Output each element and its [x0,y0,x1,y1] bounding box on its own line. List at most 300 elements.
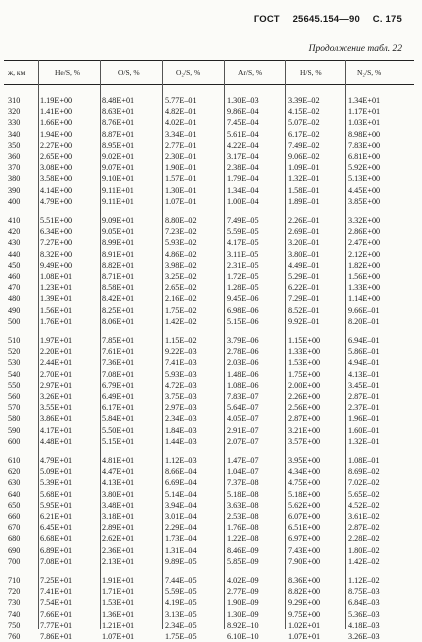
value-cell: 3.95E+00 [288,456,321,465]
table-row [0,391,422,402]
value-cell: 2.34E–05 [165,620,197,630]
value-cell: 5.68E+01 [40,489,73,499]
value-cell: 5.92E+00 [348,163,381,173]
value-cell: 1.30E–01 [165,185,197,195]
table-row [0,500,422,511]
table-row [0,293,422,304]
altitude-cell: 720 [8,587,21,597]
value-cell: 1.34E+01 [348,96,381,105]
value-cell: 9.86E–04 [227,107,259,117]
value-cell: 9.29E+00 [288,598,321,608]
value-cell: 6.22E–01 [288,283,320,293]
value-cell: 1.47E–07 [227,456,259,465]
value-cell: 1.03E+01 [348,118,381,128]
value-cell: 7.27E+00 [40,238,73,248]
altitude-cell: 380 [8,174,21,184]
value-cell: 1.15E–02 [165,336,197,345]
value-cell: 1.56E+00 [348,272,381,281]
table-continuation-caption: Продолжение табл. 22 [308,44,402,54]
value-cell: 6.49E+01 [102,392,135,401]
table-row [0,402,422,413]
value-cell: 7.54E+01 [40,598,73,608]
value-cell: 3.17E–04 [227,152,259,161]
value-cell: 8.63E+01 [102,107,135,117]
altitude-cell: 650 [8,500,21,510]
value-cell: 1.07E+01 [288,632,321,641]
value-cell: 8.32E+00 [40,249,73,259]
value-cell: 1.72E–05 [227,272,259,281]
value-cell: 3.79E–06 [227,336,259,345]
value-cell: 1.90E–09 [227,598,259,608]
value-cell: 7.90E+00 [288,556,321,566]
value-cell: 3.32E+00 [348,216,381,225]
value-cell: 1.07E+01 [102,632,135,641]
value-cell: 1.30E–03 [227,96,259,105]
table-row [0,380,422,391]
value-cell: 2.20E+01 [40,347,73,357]
value-cell: 7.83E–07 [227,392,259,401]
value-cell: 2.16E–02 [165,294,197,304]
value-cell: 1.08E–01 [348,456,380,465]
value-cell: 9.09E+01 [102,216,135,225]
value-cell: 3.63E–08 [227,500,259,510]
value-cell: 8.25E+01 [102,305,135,315]
value-cell: 1.97E+01 [40,336,73,345]
table-row [0,282,422,293]
altitude-cell: 540 [8,369,21,379]
value-cell: 1.19E+00 [40,96,73,105]
value-cell: 8.99E+01 [102,238,135,248]
value-cell: 8.76E+01 [102,118,135,128]
table-row [0,575,422,586]
value-cell: 8.48E+01 [102,96,135,105]
value-cell: 5.86E–01 [348,347,380,357]
value-cell: 5.50E+01 [102,425,135,435]
table-row [0,151,422,162]
value-cell: 4.02E–01 [165,118,197,128]
value-cell: 3.48E+01 [102,500,135,510]
value-cell: 1.41E+00 [40,107,73,117]
value-cell: 2.62E+01 [102,534,135,544]
value-cell: 7.23E–02 [165,227,197,237]
table-row [0,226,422,237]
value-cell: 8.71E+01 [102,272,135,281]
value-cell: 1.66E+00 [40,118,73,128]
value-cell: 1.23E+01 [40,283,73,293]
table-row [0,522,422,533]
value-cell: 1.53E+01 [102,598,135,608]
table-row [0,455,422,466]
value-cell: 1.75E+00 [288,369,321,379]
altitude-cell: 410 [8,216,21,225]
value-cell: 1.53E+00 [288,358,321,368]
altitude-cell: 330 [8,118,21,128]
column-header: H/S, % [300,68,322,77]
altitude-cell: 700 [8,556,21,566]
value-cell: 5.59E–05 [165,587,197,597]
value-cell: 7.36E+01 [102,358,135,368]
value-cell: 2.86E+00 [348,227,381,237]
table-row [0,196,422,207]
value-cell: 5.64E–07 [227,403,259,413]
value-cell: 8.75E–03 [348,587,380,597]
value-cell: 1.39E+01 [40,294,73,304]
altitude-cell: 310 [8,96,21,105]
value-cell: 2.26E–01 [288,216,320,225]
value-cell: 2.77E–09 [227,587,259,597]
table-row [0,271,422,282]
value-cell: 7.61E+01 [102,347,135,357]
table-row [0,425,422,436]
value-cell: 7.25E+01 [40,576,73,585]
value-cell: 8.98E+00 [348,129,381,139]
value-cell: 2.34E–03 [165,414,197,424]
value-cell: 8.82E+00 [288,587,321,597]
value-cell: 2.65E–02 [165,283,197,293]
altitude-cell: 400 [8,196,21,206]
table-row [0,477,422,488]
altitude-cell: 460 [8,272,21,281]
table-row [0,185,422,196]
altitude-cell: 510 [8,336,21,345]
value-cell: 9.05E+01 [102,227,135,237]
value-cell: 9.49E+00 [40,260,73,270]
value-cell: 1.84E–03 [165,425,197,435]
value-cell: 9.06E–02 [288,152,320,161]
value-cell: 1.96E–01 [348,414,380,424]
value-cell: 1.79E–04 [227,174,259,184]
altitude-cell: 430 [8,238,21,248]
value-cell: 3.45E–01 [348,380,380,390]
value-cell: 5.07E–02 [288,118,320,128]
value-cell: 2.53E–08 [227,512,259,521]
value-cell: 8.82E+01 [102,260,135,270]
value-cell: 9.11E+01 [102,196,134,206]
value-cell: 1.90E–01 [165,163,197,173]
table-row [0,511,422,522]
table-row [0,129,422,140]
value-cell: 1.12E–03 [165,456,197,465]
value-cell: 5.62E+00 [288,500,321,510]
value-cell: 8.87E+01 [102,129,135,139]
value-cell: 4.13E–01 [348,369,380,379]
value-cell: 1.04E–07 [227,467,259,477]
value-cell: 5.13E+00 [348,174,381,184]
value-cell: 1.48E–06 [227,369,259,379]
value-cell: 2.89E+01 [102,523,135,533]
table-row [0,237,422,248]
value-cell: 1.71E+01 [102,587,135,597]
value-cell: 2.78E–06 [227,347,259,357]
value-cell: 7.08E+01 [102,369,135,379]
value-cell: 6.10E–10 [227,632,259,641]
value-cell: 2.77E–01 [165,140,197,150]
value-cell: 2.65E+00 [40,152,73,161]
value-cell: 2.07E–07 [227,436,259,446]
value-cell: 2.31E–05 [227,260,259,270]
value-cell: 5.93E–02 [165,238,197,248]
value-cell: 1.21E+01 [102,620,135,630]
value-cell: 3.01E–04 [165,512,197,521]
altitude-cell: 580 [8,414,21,424]
value-cell: 3.80E+01 [102,489,135,499]
header-page: С. 175 [372,14,402,25]
altitude-cell: 630 [8,478,21,488]
value-cell: 2.29E–04 [165,523,197,533]
table-row [0,620,422,631]
value-cell: 3.80E–01 [288,249,320,259]
value-cell: 1.58E–01 [288,185,320,195]
value-cell: 5.18E–08 [227,489,259,499]
column-header: O₂/S, % [176,68,201,77]
value-cell: 4.49E–01 [288,260,320,270]
value-cell: 1.82E+00 [348,260,381,270]
table-row [0,436,422,447]
value-cell: 2.13E+01 [102,556,135,566]
value-cell: 3.08E+00 [40,163,73,173]
altitude-cell: 760 [8,632,21,641]
value-cell: 3.94E–04 [165,500,197,510]
table-row [0,117,422,128]
value-cell: 7.41E–03 [165,358,197,368]
value-cell: 9.89E–05 [165,556,197,566]
value-cell: 6.07E+00 [288,512,321,521]
value-cell: 8.52E–01 [288,305,320,315]
value-cell: 2.97E–03 [165,403,197,413]
value-cell: 1.07E–01 [165,196,197,206]
table-row [0,466,422,477]
altitude-cell: 750 [8,620,21,630]
column-header: He/S, % [55,68,80,77]
value-cell: 7.85E+01 [102,336,135,345]
value-cell: 8.46E–09 [227,545,259,555]
altitude-cell: 610 [8,456,21,465]
altitude-cell: 670 [8,523,21,533]
value-cell: 5.77E–01 [165,96,197,105]
value-cell: 1.60E–01 [348,425,380,435]
altitude-cell: 490 [8,305,21,315]
value-cell: 3.25E–02 [165,272,197,281]
value-cell: 1.76E+01 [40,316,73,326]
table-row [0,489,422,500]
altitude-cell: 480 [8,294,21,304]
table-row [0,586,422,597]
value-cell: 5.39E+01 [40,478,73,488]
table-row [0,162,422,173]
value-cell: 3.58E+00 [40,174,73,184]
value-cell: 3.55E+01 [40,403,73,413]
value-cell: 4.81E+01 [102,456,135,465]
table-row [0,335,422,346]
value-cell: 4.45E+00 [348,185,381,195]
value-cell: 6.17E+01 [102,403,135,413]
value-cell: 6.68E+01 [40,534,73,544]
value-cell: 5.65E–02 [348,489,380,499]
value-cell: 2.70E+01 [40,369,73,379]
value-cell: 3.86E+01 [40,414,73,424]
value-cell: 9.92E–01 [288,316,320,326]
column-header: Ar/S, % [238,68,263,77]
value-cell: 4.19E–05 [165,598,197,608]
value-cell: 2.91E–07 [227,425,259,435]
table-row [0,249,422,260]
value-cell: 4.18E–03 [348,620,380,630]
value-cell: 1.80E–02 [348,545,380,555]
value-cell: 7.43E+00 [288,545,321,555]
value-cell: 1.32E–01 [288,174,320,184]
value-cell: 1.32E–01 [348,436,380,446]
value-cell: 8.91E+01 [102,249,135,259]
value-cell: 6.97E+00 [288,534,321,544]
altitude-cell: 500 [8,316,21,326]
value-cell: 1.44E–03 [165,436,197,446]
table-row [0,556,422,567]
value-cell: 7.66E+01 [40,609,73,619]
value-cell: 4.52E–02 [348,500,380,510]
value-cell: 1.36E+01 [102,609,135,619]
value-cell: 1.89E–01 [288,196,320,206]
table-row [0,215,422,226]
altitude-cell: 440 [8,249,21,259]
table-row [0,260,422,271]
value-cell: 7.45E–04 [227,118,259,128]
value-cell: 4.17E–05 [227,238,259,248]
value-cell: 1.09E–01 [288,163,320,173]
table-row [0,140,422,151]
running-header [244,14,402,25]
value-cell: 6.81E+00 [348,152,381,161]
value-cell: 4.22E–04 [227,140,259,150]
value-cell: 4.14E+00 [40,185,73,195]
value-cell: 5.29E–01 [288,272,320,281]
value-cell: 3.26E–03 [348,632,380,641]
value-cell: 8.42E+01 [102,294,135,304]
altitude-cell: 370 [8,163,21,173]
value-cell: 1.15E+00 [288,336,321,345]
value-cell: 7.08E+01 [40,556,73,566]
value-cell: 7.29E–01 [288,294,320,304]
value-cell: 4.79E+01 [40,456,73,465]
value-cell: 4.47E+01 [102,467,135,477]
value-cell: 5.36E–03 [348,609,380,619]
table-header-rule [4,84,414,85]
value-cell: 3.20E–01 [288,238,320,248]
value-cell: 4.75E+00 [288,478,321,488]
value-cell: 1.75E–02 [165,305,197,315]
value-cell: 1.08E–06 [227,380,259,390]
value-cell: 1.91E+01 [102,576,135,585]
altitude-cell: 340 [8,129,21,139]
value-cell: 2.47E+00 [348,238,381,248]
altitude-cell: 320 [8,107,21,117]
table-row [0,106,422,117]
altitude-cell: 550 [8,380,21,390]
value-cell: 8.66E–04 [165,467,197,477]
value-cell: 8.20E–01 [348,316,380,326]
value-cell: 2.36E+01 [102,545,135,555]
table-row [0,545,422,556]
value-cell: 7.41E+01 [40,587,73,597]
value-cell: 1.34E–04 [227,185,259,195]
value-cell: 4.48E+01 [40,436,73,446]
value-cell: 1.02E+01 [288,620,321,630]
altitude-cell: 470 [8,283,21,293]
value-cell: 6.79E+01 [102,380,135,390]
value-cell: 8.58E+01 [102,283,135,293]
table-row [0,305,422,316]
altitude-cell: 710 [8,576,21,585]
value-cell: 5.09E+01 [40,467,73,477]
value-cell: 9.66E–01 [348,305,380,315]
value-cell: 7.49E–02 [288,140,320,150]
value-cell: 2.28E–02 [348,534,380,544]
altitude-cell: 560 [8,392,21,401]
value-cell: 6.98E–06 [227,305,259,315]
altitude-cell: 660 [8,512,21,521]
value-cell: 1.08E+01 [40,272,73,281]
column-header: ж, км [8,68,26,77]
value-cell: 6.17E–02 [288,129,320,139]
value-cell: 3.34E–01 [165,129,197,139]
value-cell: 1.28E–05 [227,283,259,293]
value-cell: 7.86E+01 [40,632,73,641]
value-cell: 1.31E–04 [165,545,197,555]
value-cell: 5.18E+00 [288,489,321,499]
value-cell: 8.95E+01 [102,140,135,150]
value-cell: 9.45E–06 [227,294,259,304]
value-cell: 2.27E+00 [40,140,73,150]
table-row [0,95,422,106]
value-cell: 3.57E+00 [288,436,321,446]
value-cell: 4.94E–01 [348,358,380,368]
value-cell: 5.93E–03 [165,369,197,379]
value-cell: 1.17E+01 [348,107,381,117]
altitude-cell: 600 [8,436,21,446]
value-cell: 8.92E–10 [227,620,259,630]
value-cell: 1.30E–09 [227,609,259,619]
value-cell: 6.94E–01 [348,336,380,345]
altitude-cell: 450 [8,260,21,270]
altitude-cell: 420 [8,227,21,237]
altitude-cell: 530 [8,358,21,368]
value-cell: 1.12E–02 [348,576,380,585]
value-cell: 4.02E–09 [227,576,259,585]
table-row [0,609,422,620]
value-cell: 1.57E–01 [165,174,197,184]
value-cell: 1.33E+00 [288,347,321,357]
value-cell: 2.87E–01 [348,392,380,401]
value-cell: 5.51E+00 [40,216,73,225]
value-cell: 4.79E+00 [40,196,73,206]
value-cell: 1.94E+00 [40,129,73,139]
value-cell: 7.44E–05 [165,576,197,585]
value-cell: 4.86E–02 [165,249,197,259]
altitude-cell: 730 [8,598,21,608]
value-cell: 1.00E–04 [227,196,259,206]
value-cell: 8.06E+01 [102,316,135,326]
value-cell: 4.34E+00 [288,467,321,477]
value-cell: 6.51E+00 [288,523,321,533]
altitude-cell: 390 [8,185,21,195]
value-cell: 6.21E+01 [40,512,73,521]
value-cell: 4.15E–02 [288,107,320,117]
value-cell: 7.49E–05 [227,216,259,225]
value-cell: 1.42E–02 [165,316,197,326]
value-cell: 4.72E–03 [165,380,197,390]
value-cell: 9.75E+00 [288,609,321,619]
value-cell: 7.77E+01 [40,620,73,630]
value-cell: 1.22E–08 [227,534,259,544]
